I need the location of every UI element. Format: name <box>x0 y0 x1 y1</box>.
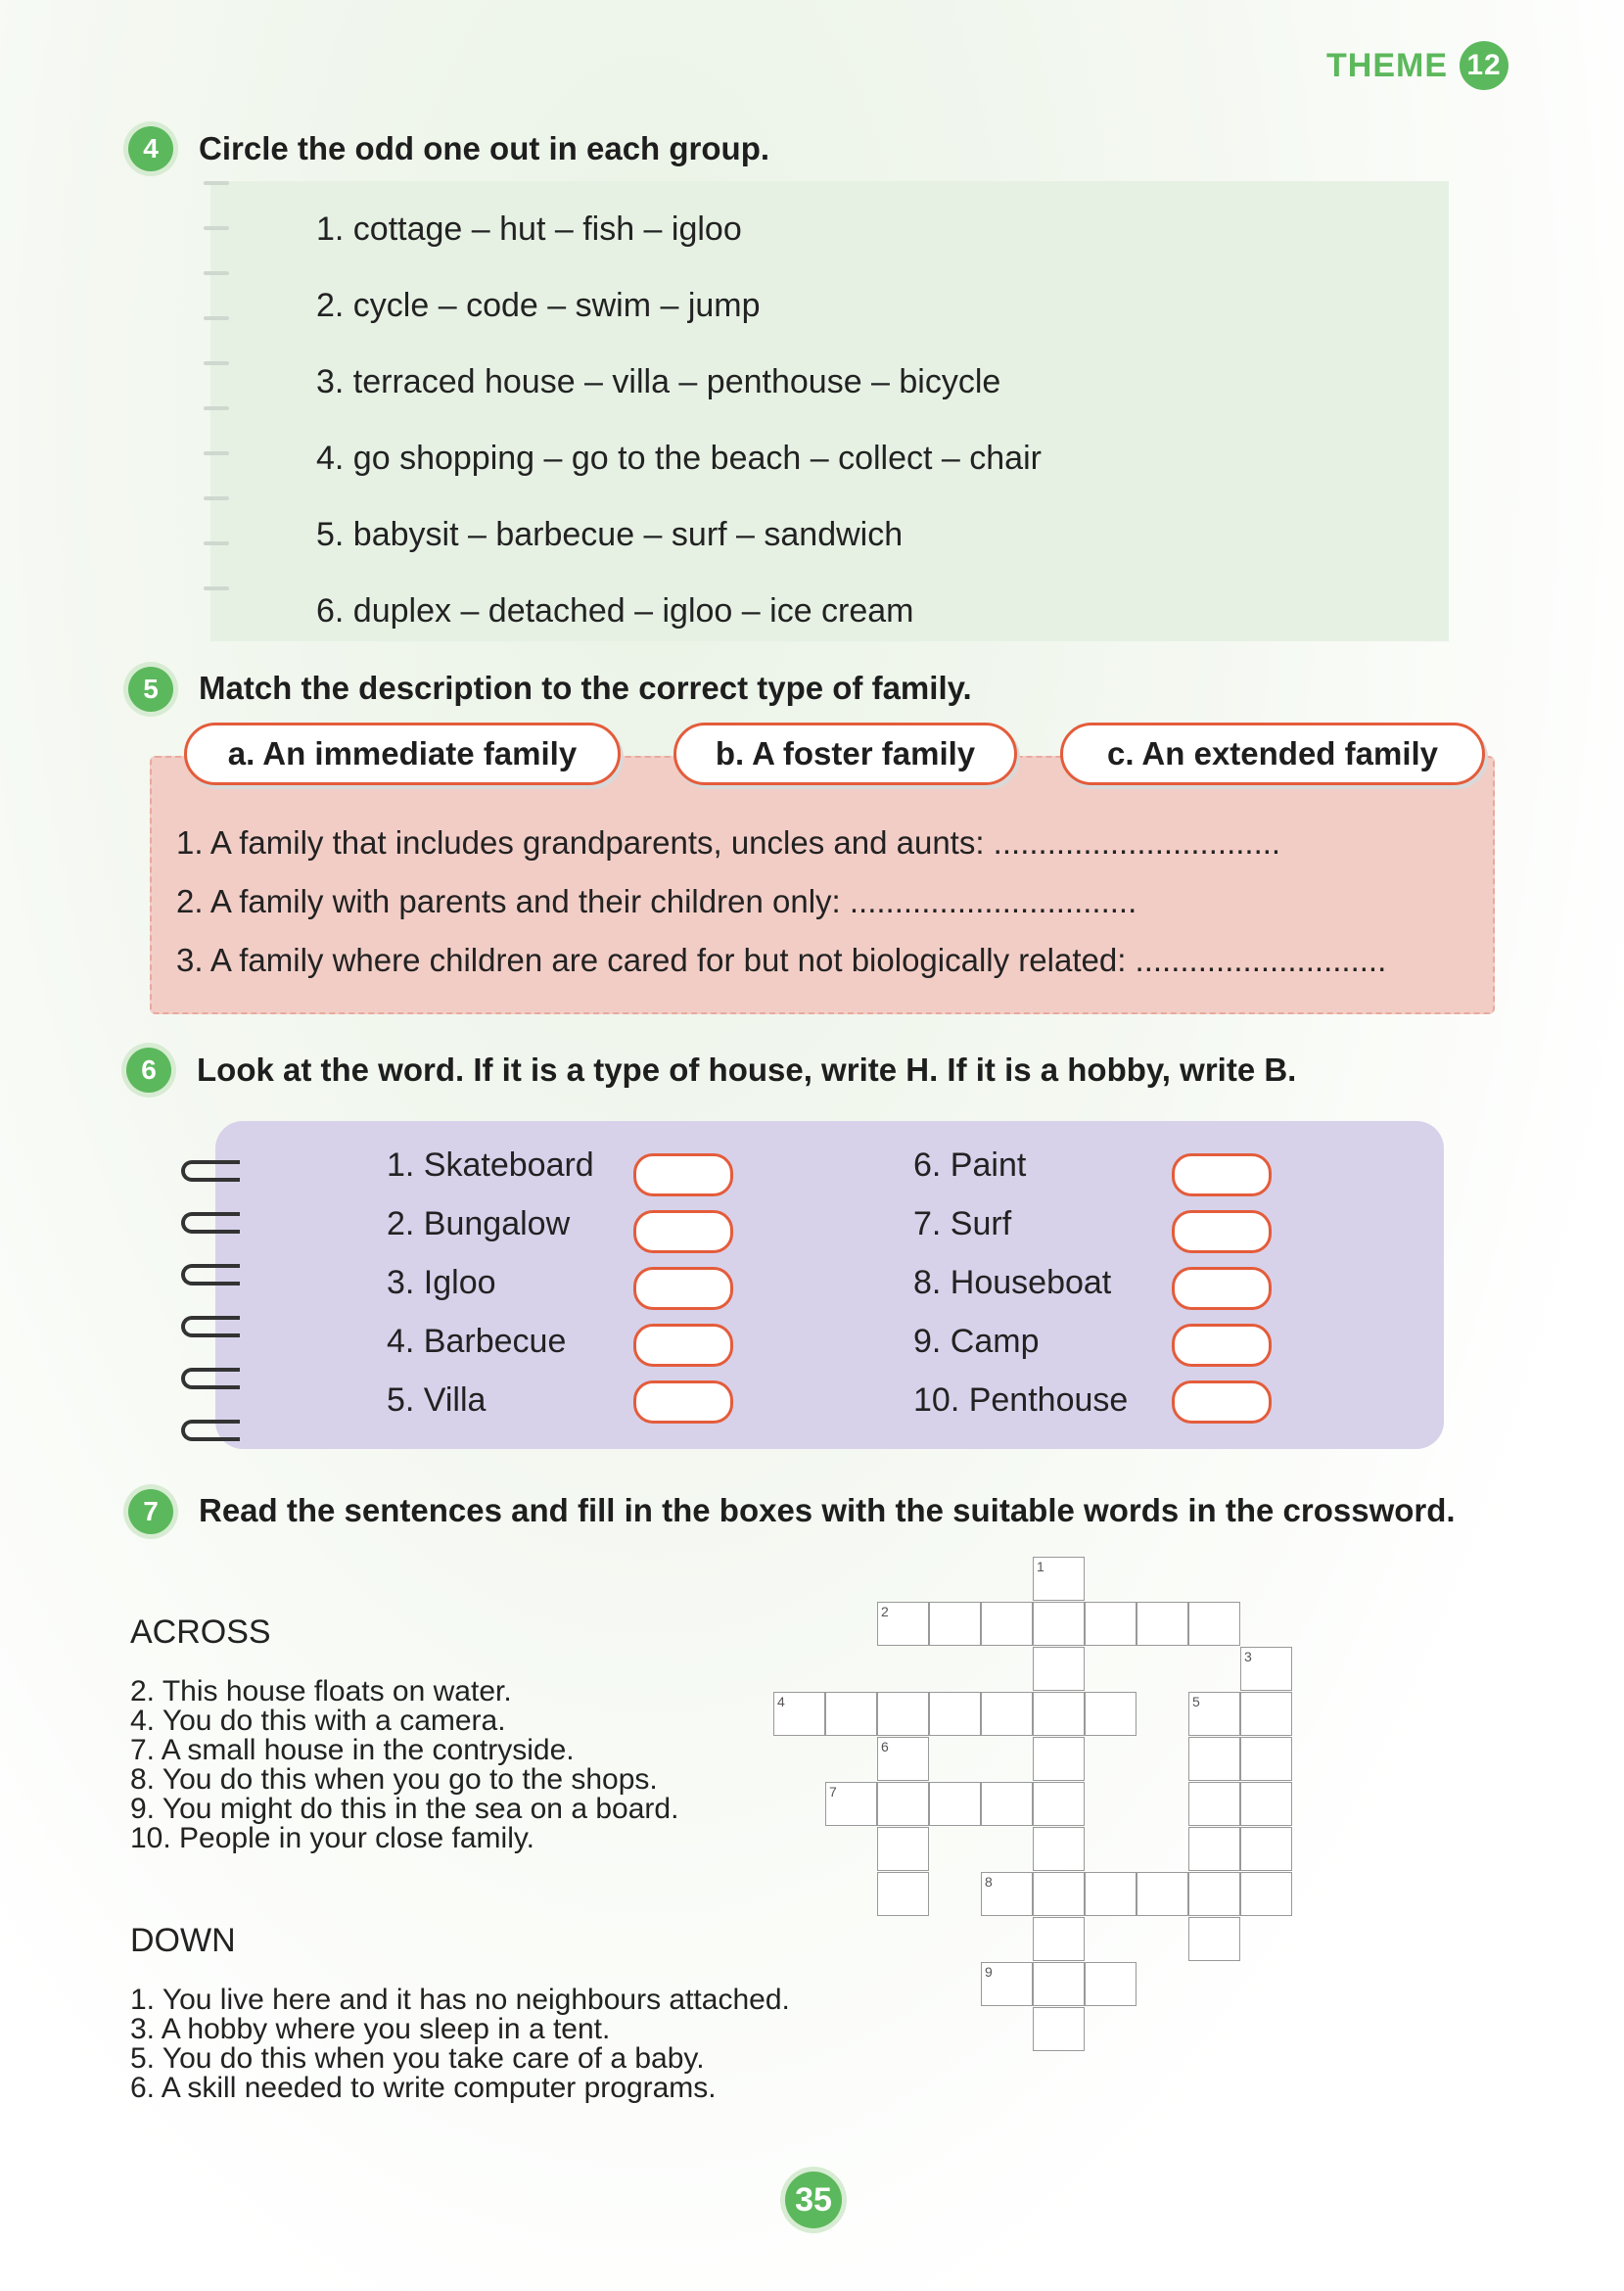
down-clue: 3. A hobby where you sleep in a tent. <box>130 2013 611 2045</box>
crossword-cell[interactable] <box>1033 1827 1085 1871</box>
crossword-cell[interactable] <box>1033 1962 1085 2006</box>
crossword-cell[interactable] <box>1033 2007 1085 2051</box>
family-option-foster: b. A foster family <box>673 723 1017 785</box>
across-clue: 8. You do this when you go to the shops. <box>130 1763 658 1796</box>
answer-box[interactable] <box>633 1324 733 1367</box>
crossword-cell[interactable] <box>1085 1962 1137 2006</box>
crossword-cell[interactable] <box>1033 1692 1085 1736</box>
exercise-6-title: Look at the word. If it is a type of house, write H. If it is a hobby, write B. <box>197 1052 1297 1088</box>
exercise-4-item: 6. duplex – detached – igloo – ice cream <box>316 592 914 630</box>
crossword-cell[interactable] <box>1033 1872 1085 1916</box>
answer-box[interactable] <box>1172 1153 1272 1196</box>
exercise-6-word: 1. Skateboard <box>387 1146 594 1184</box>
crossword-clue-number: 9 <box>985 1964 993 1980</box>
crossword-cell[interactable] <box>981 1692 1033 1736</box>
exercise-6-number: 6 <box>126 1048 171 1093</box>
crossword-cell[interactable] <box>1137 1602 1188 1646</box>
crossword-clue-number: 2 <box>881 1604 889 1619</box>
binder-ring-icon <box>181 1316 240 1337</box>
crossword-clue-number: 5 <box>1192 1694 1200 1709</box>
exercise-5-line[interactable]: 2. A family with parents and their children only: ................................ <box>176 883 1137 919</box>
binder-ring-icon <box>181 1160 240 1182</box>
down-clue: 6. A skill needed to write computer programs. <box>130 2072 717 2104</box>
crossword-cell[interactable] <box>1085 1602 1137 1646</box>
crossword-clue-number: 7 <box>829 1784 837 1800</box>
exercise-6-word: 4. Barbecue <box>387 1323 567 1360</box>
crossword-cell[interactable] <box>1188 1917 1240 1961</box>
answer-box[interactable] <box>1172 1380 1272 1424</box>
crossword-cell[interactable] <box>929 1782 981 1826</box>
crossword-cell[interactable] <box>1137 1872 1188 1916</box>
crossword-clue-number: 4 <box>777 1694 785 1709</box>
theme-header <box>1326 41 1508 90</box>
down-heading: DOWN <box>130 1922 236 1959</box>
crossword-clue-number: 3 <box>1244 1649 1252 1664</box>
crossword-cell[interactable] <box>1085 1872 1137 1916</box>
binder-ring-icon <box>181 1368 240 1389</box>
exercise-6-word: 3. Igloo <box>387 1264 496 1301</box>
exercise-6-word: 10. Penthouse <box>913 1381 1129 1419</box>
crossword-cell[interactable] <box>1033 1602 1085 1646</box>
crossword-cell[interactable] <box>877 1782 929 1826</box>
notebook-spiral-decoration <box>204 181 233 641</box>
crossword-cell[interactable] <box>929 1602 981 1646</box>
crossword-cell[interactable] <box>877 1692 929 1736</box>
crossword-cell[interactable] <box>1188 1602 1240 1646</box>
exercise-4-item: 4. go shopping – go to the beach – collect – chair <box>316 440 1042 477</box>
crossword-cell[interactable] <box>877 1872 929 1916</box>
exercise-5-title: Match the description to the correct type of family. <box>199 670 972 706</box>
exercise-4-title: Circle the odd one out in each group. <box>199 130 770 166</box>
crossword-cell[interactable] <box>1240 1827 1292 1871</box>
exercise-6-word: 6. Paint <box>913 1146 1027 1184</box>
down-clue: 5. You do this when you take care of a baby. <box>130 2042 705 2075</box>
exercise-6-word: 8. Houseboat <box>913 1264 1112 1301</box>
exercise-4-item: 2. cycle – code – swim – jump <box>316 287 761 324</box>
answer-box[interactable] <box>1172 1324 1272 1367</box>
crossword-clue-number: 1 <box>1037 1559 1044 1574</box>
crossword-cell[interactable] <box>1085 1692 1137 1736</box>
crossword-cell[interactable] <box>1033 1737 1085 1781</box>
answer-box[interactable] <box>633 1380 733 1424</box>
exercise-6-word: 7. Surf <box>913 1205 1012 1242</box>
crossword-cell[interactable] <box>1240 1872 1292 1916</box>
crossword-cell[interactable] <box>1188 1827 1240 1871</box>
crossword-cell[interactable] <box>981 1782 1033 1826</box>
theme-label: THEME <box>1326 46 1448 84</box>
across-clue: 2. This house floats on water. <box>130 1675 512 1707</box>
crossword-cell[interactable] <box>981 1602 1033 1646</box>
exercise-4-item: 5. babysit – barbecue – surf – sandwich <box>316 516 904 553</box>
binder-ring-icon <box>181 1212 240 1234</box>
crossword-cell[interactable] <box>1240 1692 1292 1736</box>
crossword-cell[interactable] <box>1240 1737 1292 1781</box>
binder-ring-icon <box>181 1420 240 1441</box>
crossword-cell[interactable] <box>929 1692 981 1736</box>
answer-box[interactable] <box>1172 1210 1272 1253</box>
answer-box[interactable] <box>1172 1267 1272 1310</box>
across-clue: 4. You do this with a camera. <box>130 1705 506 1737</box>
across-clue: 9. You might do this in the sea on a board. <box>130 1793 679 1825</box>
exercise-7-number: 7 <box>128 1489 173 1534</box>
across-clue: 10. People in your close family. <box>130 1822 534 1854</box>
across-heading: ACROSS <box>130 1613 271 1651</box>
exercise-4-panel <box>210 181 1449 641</box>
exercise-4-number: 4 <box>128 126 173 171</box>
answer-box[interactable] <box>633 1153 733 1196</box>
answer-box[interactable] <box>633 1210 733 1253</box>
binder-ring-icon <box>181 1264 240 1286</box>
crossword-cell[interactable] <box>1188 1872 1240 1916</box>
exercise-4-item: 1. cottage – hut – fish – igloo <box>316 210 742 248</box>
theme-number-badge: 12 <box>1460 41 1508 90</box>
crossword-cell[interactable] <box>1188 1782 1240 1826</box>
crossword-clue-number: 8 <box>985 1874 993 1890</box>
exercise-5-line[interactable]: 1. A family that includes grandparents, uncles and aunts: ................................ <box>176 824 1281 861</box>
crossword-clue-number: 6 <box>881 1739 889 1754</box>
answer-box[interactable] <box>633 1267 733 1310</box>
exercise-6-word: 2. Bungalow <box>387 1205 571 1242</box>
exercise-6-word: 5. Villa <box>387 1381 487 1419</box>
exercise-5-number: 5 <box>128 667 173 712</box>
crossword-cell[interactable] <box>1188 1737 1240 1781</box>
exercise-7-title: Read the sentences and fill in the boxes with the suitable words in the crossword. <box>199 1492 1456 1528</box>
down-clue: 1. You live here and it has no neighbours attached. <box>130 1984 790 2016</box>
crossword-cell[interactable] <box>877 1827 929 1871</box>
exercise-5-line[interactable]: 3. A family where children are cared for but not biologically related: ............................ <box>176 942 1387 978</box>
crossword-cell[interactable] <box>1033 1647 1085 1691</box>
family-option-extended: c. An extended family <box>1060 723 1485 785</box>
across-clue: 7. A small house in the contryside. <box>130 1734 575 1766</box>
page-number: 35 <box>785 2172 842 2228</box>
exercise-6-word: 9. Camp <box>913 1323 1040 1360</box>
exercise-4-item: 3. terraced house – villa – penthouse – bicycle <box>316 363 1001 400</box>
crossword-cell[interactable] <box>1033 1917 1085 1961</box>
crossword-cell[interactable] <box>825 1692 877 1736</box>
crossword-cell[interactable] <box>1033 1782 1085 1826</box>
crossword-cell[interactable] <box>1240 1782 1292 1826</box>
family-option-immediate: a. An immediate family <box>184 723 621 785</box>
